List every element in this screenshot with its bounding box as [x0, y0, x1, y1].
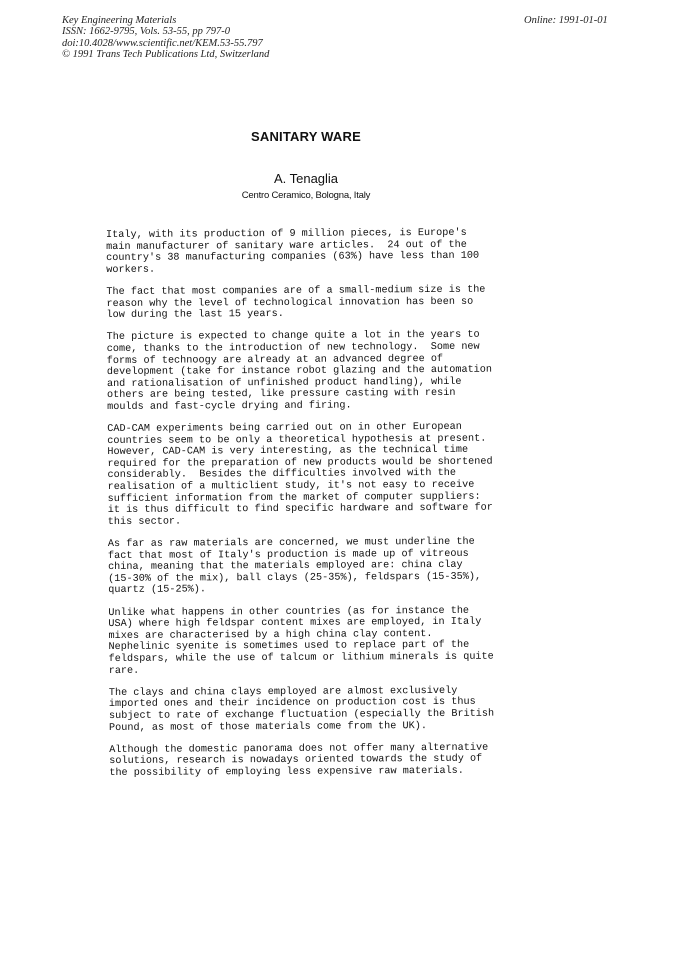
paragraph: The picture is expected to change quite a lot in the years to come, thanks to the introduction of new technology. Some new forms of technoogy are already at an advanced degree of development (take for instance robot glazing and the automation and rationalisation of unfinished product handling), while others are being tested, like pressure casting with resin moulds and fast-cycle drying and firing. [106, 330, 493, 413]
citation-header [62, 15, 269, 61]
paragraph: The fact that most companies are of a small-medium size is the reason why the level of technological innovation has been so low during the last 15 years. [106, 284, 486, 322]
issn-line: ISSN: 1662-9795, Vols. 53-55, pp 797-0 [62, 26, 230, 38]
paragraph: Unlike what happens in other countries (as for instance the USA) where high feldspar content mixes are employed, in Italy mixes are characterised by a high china clay content. Nephelinic syenite is sometimes used to replace part of the feldspars, while the use of talcum or lithium minerals is quite rare. [108, 605, 494, 677]
online-date: Online: 1991-01-01 [524, 15, 608, 26]
paragraph: The clays and china clays employed are almost exclusively imported ones and their incidence on production cost is thus subject to rate of exchange fluctuation (especially the British Pound, as most of those materials come from the UK). [108, 685, 495, 734]
author-name: A. Tenaglia [273, 171, 339, 186]
paragraph: Although the domestic panorama does not offer many alternative solutions, research is nowadays oriented towards the study of the possibility of employing less expensive raw materials. [109, 742, 489, 779]
paragraph: As far as raw materials are concerned, we must underline the fact that most of Italy's production is made up of vitreous china, meaning that the materials employed are: china clay (15-30% of the mix), ball clays (25-35%), feldspars (15-35%), quartz (15-25%). [107, 536, 482, 597]
paragraph: Italy, with its production of 9 million pieces, is Europe's main manufacturer of sanitary ware articles. 24 out of the country's 38 manufacturing companies (63%) have less than 100 workers. [106, 227, 480, 276]
copyright-line: © 1991 Trans Tech Publications Ltd, Switzerland [62, 49, 270, 61]
journal-name: Key Engineering Materials [62, 15, 177, 26]
paragraph: CAD-CAM experiments being carried out on in other European countries seem to be only a theoretical hypothesis at present. However, CAD-CAM is very interesting, as the technical time required for the preparation of new products would be shortened considerably. Besides the difficulties involved with the realisation of a multiclient study, it's not easy to receive sufficient information from the market of computer suppliers: it is thus difficult to find specific hardware and software for this sector. [107, 421, 493, 528]
doi-line: doi:10.4028/www.scientific.net/KEM.53-55.797 [62, 37, 263, 49]
paper-title: SANITARY WARE [251, 129, 361, 144]
author-affiliation: Centro Ceramico, Bologna, Italy [241, 190, 371, 201]
body-text [106, 227, 549, 790]
